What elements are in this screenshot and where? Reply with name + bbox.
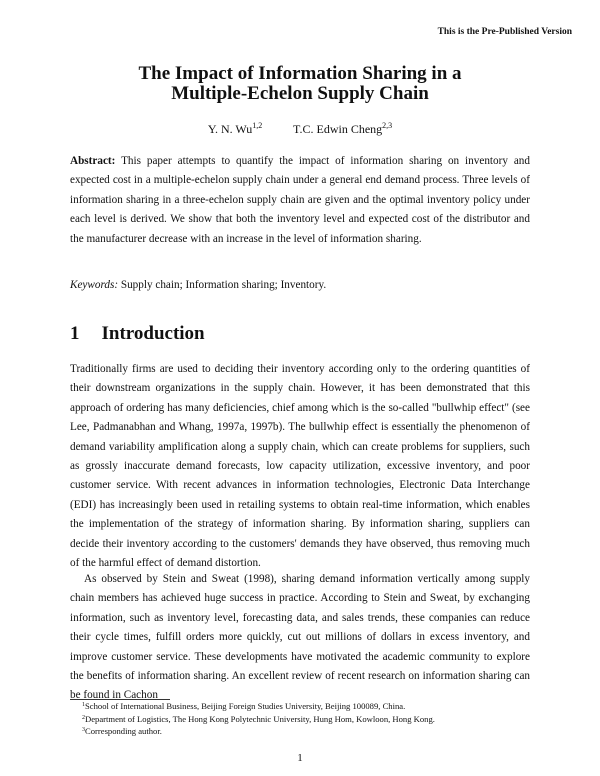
author-name: Y. N. Wu xyxy=(207,122,253,136)
footnotes xyxy=(82,700,542,738)
paragraph-2: As observed by Stein and Sweat (1998), sharing demand information vertically among supply chain members has achieved huge success in practice. According to Stein and Sweat, by exchanging information, such as inventory level, forecasting data, and sales trends, these companies can reduce their cycle times, fulfill orders more quickly, cut out millions of dollars in excess inventory, and improve customer service. These developments have motivated the academic community to explore the benefits of information sharing. An excellent review of recent research on information sharing can be found in Cachon xyxy=(70,573,530,702)
page-number: 1 xyxy=(297,752,303,764)
footnote-text: Department of Logistics, The Hong Kong Polytechnic University, Hung Hom, Kowloon, Hong Kong. xyxy=(85,713,435,724)
affiliation-marks: 2,3 xyxy=(382,121,393,130)
author-list xyxy=(0,122,600,137)
footnote-mark: 2 xyxy=(82,714,85,721)
footnote-3 xyxy=(82,725,542,738)
abstract-label: Abstract: xyxy=(70,155,116,167)
keywords-text: Supply chain; Information sharing; Inventory. xyxy=(120,279,327,291)
author-1 xyxy=(208,122,262,136)
title-line-2: Multiple-Echelon Supply Chain xyxy=(171,83,429,104)
affiliation-marks: 1,2 xyxy=(252,121,263,130)
footnote-text: School of International Business, Beijing Foreign Studies University, Beijing 100089, China. xyxy=(85,701,406,711)
keywords xyxy=(70,279,530,291)
keywords-label: Keywords: xyxy=(70,279,119,291)
preprint-note: This is the Pre-Published Version xyxy=(437,27,572,37)
paragraph-1: Traditionally firms are used to deciding their inventory according only to the ordering quantities of their downstream organizations in the supply chain. However, it has been demonstrated that this approach of ordering has many deficiencies, chief among which is the so-called "bullwhip effect" (see Lee, Padmanabhan and Whang, 1997a, 1997b). The bullwhip effect is essentially the phenomenon of demand variability amplification along a supply chain, which can create problems for suppliers, such as grossly inaccurate demand forecasts, low capacity utilization, excessive inventory, and poor customer service. With recent advances in information technologies, Electronic Data Interchange (EDI) has increasingly been used in retailing systems to obtain real-time information, which enables the implementation of the strategy of information sharing. By information sharing, suppliers can decide their inventory according to the customers' demands they have observed, thus removing much of the harmful effect of demand distortion. xyxy=(70,363,530,570)
section-number: 1 xyxy=(70,323,80,344)
abstract-text: This paper attempts to quantify the impact of information sharing on inventory and expected cost in a multiple-echelon supply chain under a general end demand process. Three levels of information sharing in a three-echelon supply chain are given and the optimal inventory policy under each level is derived. We show that both the inventory level and expected cost of the distributor and the manufacturer decrease with an increase in the level of information sharing. xyxy=(70,155,530,245)
author-2 xyxy=(293,122,392,136)
footnote-mark: 1 xyxy=(82,702,85,708)
abstract xyxy=(70,152,530,249)
section-heading xyxy=(70,323,205,345)
section-title: Introduction xyxy=(101,323,205,344)
paper-title xyxy=(0,64,600,104)
footnote-1 xyxy=(82,700,542,713)
title-line-1: The Impact of Information Sharing in a xyxy=(138,63,462,84)
footnote-2 xyxy=(82,713,542,726)
footnote-text: Corresponding author. xyxy=(85,726,162,737)
author-name: T.C. Edwin Cheng xyxy=(293,122,383,136)
footnote-mark: 3 xyxy=(82,727,85,734)
